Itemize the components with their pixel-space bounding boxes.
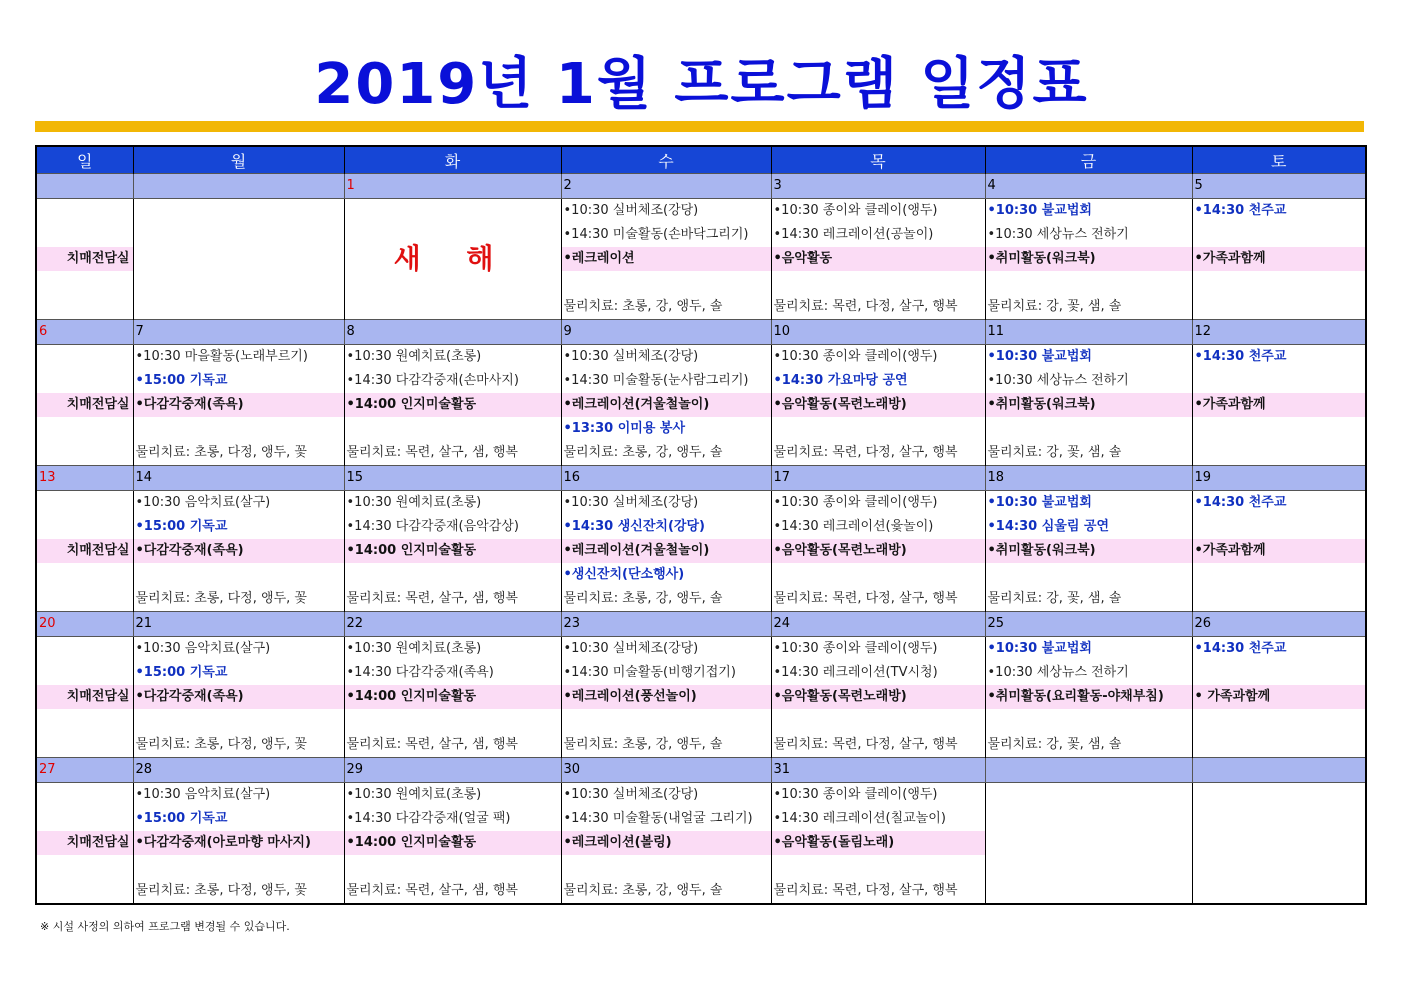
day-cell [36,199,133,320]
highlighted-program: •레크레이션(겨울철놀이) [562,393,771,417]
program-row [36,637,1366,758]
empty-line [986,709,1192,733]
highlighted-program: •다감각중재(아로마향 마사지) [134,831,344,855]
day-cell [344,491,561,612]
program-row [36,345,1366,466]
day-cell [771,783,985,905]
program-item: •10:30 불교법회 [987,349,1092,364]
highlighted-program: •다감각중재(족욕) [134,393,344,417]
date-cell: 15 [344,466,561,491]
program-item: •10:30 음악치료(살구) [135,641,271,656]
day-cell [1192,783,1366,905]
date-row [36,466,1366,491]
date-cell: 25 [985,612,1192,637]
weekday-header: 금 [985,146,1192,174]
program-item: 물리치료: 목련, 다정, 살구, 행복 [773,883,958,898]
date-cell: 10 [771,320,985,345]
day-cell [985,637,1192,758]
weekday-header: 목 [771,146,985,174]
weekday-header-row [36,146,1366,174]
date-row [36,758,1366,783]
date-row [36,320,1366,345]
highlighted-program: •레크레이션 [562,247,771,271]
date-cell: 28 [133,758,344,783]
day-cell [561,783,771,905]
program-item: •생신잔치(단소행사) [563,567,685,582]
day-cell [561,199,771,320]
program-item: 물리치료: 초롱, 다정, 앵두, 꽃 [135,445,307,460]
program-item: •10:30 불교법회 [987,641,1092,656]
highlighted-program: •취미활동(워크북) [986,539,1192,563]
weekday-header: 수 [561,146,771,174]
date-cell: 26 [1192,612,1366,637]
date-cell: 6 [36,320,133,345]
date-cell: 31 [771,758,985,783]
empty-line [1193,709,1366,733]
program-item: •10:30 실버체조(강당) [563,787,699,802]
date-cell: 3 [771,174,985,199]
program-row [36,491,1366,612]
program-item: 물리치료: 목련, 다정, 살구, 행복 [773,737,958,752]
empty-line [134,855,344,879]
day-cell [771,345,985,466]
highlighted-program: •음악활동(돌림노래) [772,831,985,855]
program-item: 물리치료: 강, 꽃, 샘, 솔 [987,299,1122,314]
program-item: 물리치료: 목련, 다정, 살구, 행복 [773,445,958,460]
program-item: •14:30 다감각중재(손마사지) [346,373,519,388]
date-cell: 14 [133,466,344,491]
highlighted-program: •레크레이션(볼링) [562,831,771,855]
highlighted-program: •14:00 인지미술활동 [345,393,561,417]
day-cell [344,637,561,758]
day-cell [771,199,985,320]
highlighted-program: •음악활동(목련노래방) [772,685,985,709]
date-cell [133,174,344,199]
empty-line [1193,587,1366,611]
date-cell: 11 [985,320,1192,345]
weekday-header: 화 [344,146,561,174]
empty-line [1193,295,1366,319]
sunday-room-label: 치매전담실 [37,247,133,271]
date-cell: 23 [561,612,771,637]
day-cell [771,637,985,758]
program-item: •10:30 원예치료(초롱) [346,495,482,510]
empty-line [986,563,1192,587]
program-item: •10:30 세상뉴스 전하기 [987,227,1129,242]
highlighted-program: • 가족과함께 [1193,685,1366,709]
program-item: •10:30 종이와 클레이(앵두) [773,203,938,218]
day-cell [561,491,771,612]
day-cell [561,345,771,466]
program-item: •10:30 종이와 클레이(앵두) [773,349,938,364]
highlighted-program: •음악활동(목련노래방) [772,393,985,417]
date-cell: 27 [36,758,133,783]
highlighted-program: •취미활동(요리활동-야채부침) [986,685,1192,709]
day-cell [985,199,1192,320]
highlighted-program: •다감각중재(족욕) [134,685,344,709]
program-item: •10:30 원예치료(초롱) [346,787,482,802]
program-item: 물리치료: 초롱, 다정, 앵두, 꽃 [135,883,307,898]
empty-line [134,417,344,441]
highlighted-program: •음악활동 [772,247,985,271]
date-cell: 16 [561,466,771,491]
program-item: 물리치료: 초롱, 강, 앵두, 솔 [563,445,723,460]
day-cell [1192,199,1366,320]
program-item: •13:30 이미용 봉사 [563,421,686,436]
highlighted-program: •취미활동(워크북) [986,247,1192,271]
program-item: •14:30 미술활동(손바닥그리기) [563,227,749,242]
program-item: 물리치료: 목련, 살구, 샘, 행복 [346,591,518,606]
day-cell [133,345,344,466]
day-cell [1192,491,1366,612]
program-item: •14:30 레크레이션(윷놀이) [773,519,934,534]
program-item: •10:30 원예치료(초롱) [346,641,482,656]
program-item: •14:30 레크레이션(칠교놀이) [773,811,946,826]
date-cell: 19 [1192,466,1366,491]
program-item: •14:30 천주교 [1194,203,1287,218]
program-item: 물리치료: 목련, 다정, 살구, 행복 [773,299,958,314]
program-item: •10:30 불교법회 [987,203,1092,218]
day-cell [133,783,344,905]
program-item: •14:30 다감각중재(음악감상) [346,519,519,534]
highlighted-program: •14:00 인지미술활동 [345,685,561,709]
empty-line [1193,733,1366,757]
program-item: •10:30 실버체조(강당) [563,495,699,510]
empty-line [772,417,985,441]
program-item: •14:30 미술활동(비행기접기) [563,665,736,680]
highlighted-program: •취미활동(워크북) [986,393,1192,417]
empty-line [1193,563,1366,587]
program-item: •10:30 종이와 클레이(앵두) [773,641,938,656]
sunday-room-label: 치매전담실 [37,393,133,417]
program-item: •10:30 세상뉴스 전하기 [987,373,1129,388]
day-cell [344,199,561,320]
program-item: 물리치료: 초롱, 다정, 앵두, 꽃 [135,591,307,606]
day-cell [133,637,344,758]
day-cell [344,783,561,905]
program-item: •14:30 생신잔치(강당) [563,519,705,534]
day-cell [344,345,561,466]
day-cell [36,345,133,466]
program-item: 물리치료: 목련, 다정, 살구, 행복 [773,591,958,606]
date-cell: 4 [985,174,1192,199]
program-item: 물리치료: 초롱, 강, 앵두, 솔 [563,299,723,314]
highlighted-program: •음악활동(목련노래방) [772,539,985,563]
day-cell [561,637,771,758]
program-item: 물리치료: 초롱, 강, 앵두, 솔 [563,737,723,752]
highlighted-program: •레크레이션(풍선놀이) [562,685,771,709]
highlighted-program: •14:00 인지미술활동 [345,539,561,563]
date-cell: 1 [344,174,561,199]
sunday-room-label: 치매전담실 [37,539,133,563]
program-item: •10:30 마을활동(노래부르기) [135,349,308,364]
date-cell: 2 [561,174,771,199]
page-title: 2019년 1월 프로그램 일정표 [314,52,1089,117]
title-underline-bar [35,121,1364,132]
program-item: •14:30 레크레이션(공놀이) [773,227,934,242]
program-item: •10:30 음악치료(살구) [135,787,271,802]
empty-line [1193,417,1366,441]
highlighted-program: •가족과함께 [1193,539,1366,563]
empty-line [345,563,561,587]
program-item: •14:30 미술활동(눈사람그리기) [563,373,749,388]
program-item: •10:30 실버체조(강당) [563,349,699,364]
date-cell: 12 [1192,320,1366,345]
date-cell: 7 [133,320,344,345]
empty-line [345,417,561,441]
date-cell: 24 [771,612,985,637]
empty-line [1193,515,1366,539]
sunday-room-label: 치매전담실 [37,831,133,855]
weekday-header: 월 [133,146,344,174]
program-item: •10:30 종이와 클레이(앵두) [773,495,938,510]
date-cell: 20 [36,612,133,637]
program-item: •14:30 레크레이션(TV시청) [773,665,938,680]
program-item: 물리치료: 목련, 살구, 샘, 행복 [346,883,518,898]
schedule-table [35,145,1367,905]
highlighted-program: •레크레이션(겨울철놀이) [562,539,771,563]
date-cell [1192,758,1366,783]
program-item: •10:30 실버체조(강당) [563,641,699,656]
day-cell [985,491,1192,612]
date-cell: 18 [985,466,1192,491]
program-row [36,199,1366,320]
empty-line [562,855,771,879]
program-item: 물리치료: 강, 꽃, 샘, 솔 [987,445,1122,460]
empty-line [345,709,561,733]
empty-line [772,271,985,295]
date-cell: 9 [561,320,771,345]
program-item: •14:30 다감각중재(얼굴 팩) [346,811,511,826]
date-cell: 13 [36,466,133,491]
date-row [36,174,1366,199]
date-cell: 8 [344,320,561,345]
program-item: •10:30 세상뉴스 전하기 [987,665,1129,680]
highlighted-program: •가족과함께 [1193,393,1366,417]
program-item: •10:30 불교법회 [987,495,1092,510]
empty-line [134,563,344,587]
empty-line [1193,661,1366,685]
new-year-label: 새 해 [393,242,512,275]
date-row [36,612,1366,637]
weekday-header: 토 [1192,146,1366,174]
day-cell [36,637,133,758]
program-item: •15:00 기독교 [135,519,228,534]
day-cell [133,491,344,612]
date-cell: 17 [771,466,985,491]
highlighted-program: •다감각중재(족욕) [134,539,344,563]
date-cell [985,758,1192,783]
day-cell [1192,345,1366,466]
program-item: •15:00 기독교 [135,373,228,388]
date-cell: 21 [133,612,344,637]
program-item: •10:30 실버체조(강당) [563,203,699,218]
footnote: ※ 시설 사정의 의하여 프로그램 변경될 수 있습니다. [40,920,290,933]
program-item: •15:00 기독교 [135,811,228,826]
day-cell [985,783,1192,905]
weekday-header: 일 [36,146,133,174]
date-cell [36,174,133,199]
date-cell: 22 [344,612,561,637]
program-item: •10:30 음악치료(살구) [135,495,271,510]
program-item: 물리치료: 초롱, 다정, 앵두, 꽃 [135,737,307,752]
program-item: 물리치료: 목련, 살구, 샘, 행복 [346,445,518,460]
empty-line [562,271,771,295]
empty-line [134,709,344,733]
program-item: •15:00 기독교 [135,665,228,680]
program-item: 물리치료: 초롱, 강, 앵두, 솔 [563,883,723,898]
highlighted-program: •14:00 인지미술활동 [345,831,561,855]
program-row [36,783,1366,905]
program-item: 물리치료: 초롱, 강, 앵두, 솔 [563,591,723,606]
empty-line [345,855,561,879]
day-cell [1192,637,1366,758]
program-item: •14:30 심울림 공연 [987,519,1110,534]
empty-line [562,709,771,733]
program-item: 물리치료: 강, 꽃, 샘, 솔 [987,737,1122,752]
empty-line [1193,369,1366,393]
day-cell [36,783,133,905]
program-item: •14:30 천주교 [1194,495,1287,510]
program-item: 물리치료: 목련, 살구, 샘, 행복 [346,737,518,752]
empty-line [986,271,1192,295]
sunday-room-label: 치매전담실 [37,685,133,709]
empty-line [772,855,985,879]
highlighted-program: •가족과함께 [1193,247,1366,271]
empty-line [986,417,1192,441]
date-cell: 5 [1192,174,1366,199]
program-item: •10:30 원예치료(초롱) [346,349,482,364]
program-item: •14:30 가요마당 공연 [773,373,908,388]
date-cell: 29 [344,758,561,783]
day-cell [985,345,1192,466]
empty-line [1193,271,1366,295]
program-item: •10:30 종이와 클레이(앵두) [773,787,938,802]
program-item: •14:30 다감각중재(족욕) [346,665,494,680]
program-item: •14:30 천주교 [1194,641,1287,656]
empty-line [1193,223,1366,247]
date-cell: 30 [561,758,771,783]
day-cell [771,491,985,612]
day-cell [36,491,133,612]
empty-line [1193,441,1366,465]
day-cell [133,199,344,320]
program-item: •14:30 천주교 [1194,349,1287,364]
empty-line [772,563,985,587]
program-item: •14:30 미술활동(내얼굴 그리기) [563,811,753,826]
empty-line [772,709,985,733]
program-item: 물리치료: 강, 꽃, 샘, 솔 [987,591,1122,606]
